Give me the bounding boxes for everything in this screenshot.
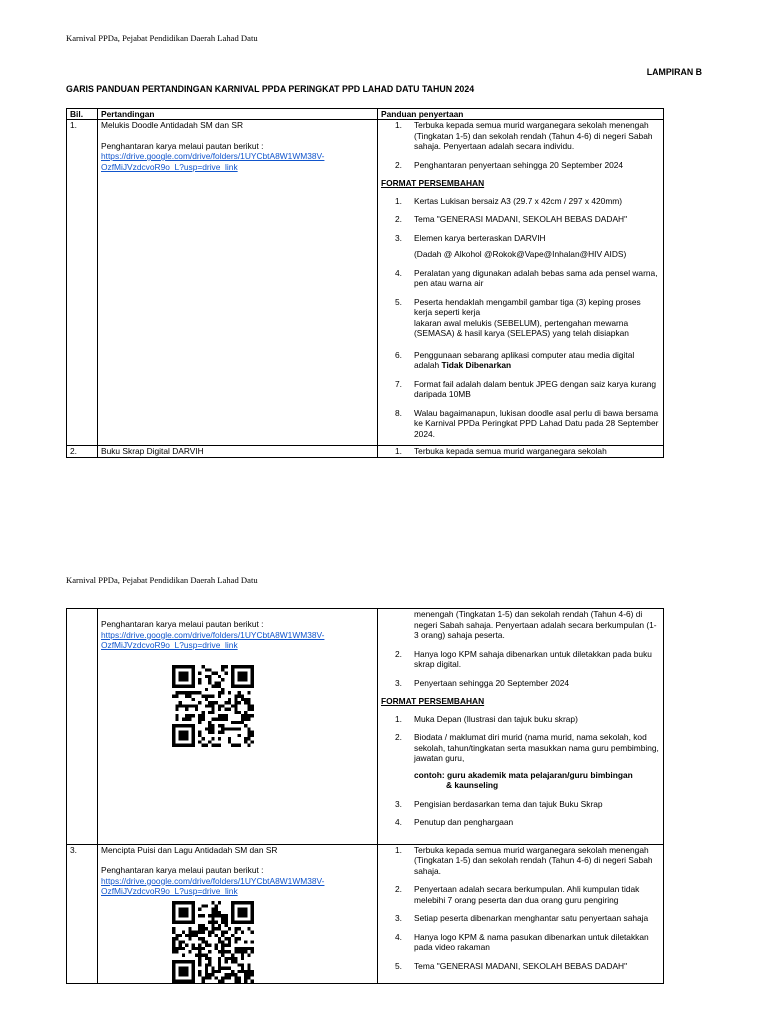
header-panduan: Panduan penyertaan	[378, 109, 664, 120]
list-item: 4. Penutup dan penghargaan	[395, 817, 514, 827]
guideline-cell	[378, 609, 664, 845]
list-item: 7. Format fail adalah dalam bentuk JPEG dengan saiz karya kurang daripada 10MB	[395, 378, 657, 399]
page-header: Karnival PPDa, Pejabat Pendidikan Daerah Lahad Datu	[66, 33, 258, 43]
list-item: menengah (Tingkatan 1-5) dan sekolah rendah (Tahun 4-6) di negeri Sabah sahaja. Penyertaan adalah secara berkumpulan (1-3 orang) sahaja peserta.	[414, 609, 657, 640]
guideline-table-page1	[66, 108, 664, 458]
drive-link[interactable]: https://drive.google.com/drive/folders/1UYCbtA8W1WM38V- OzfMiJVzdcvoR9o_L?usp=drive_link	[101, 629, 325, 650]
list-item: 6. Penggunaan sebarang aplikasi computer atau media digital adalah Tidak Dibenarkan	[395, 349, 635, 370]
list-item: 1. Terbuka kepada semua murid warganegara sekolah menengah (Tingkatan 1-5) dan sekolah rendah (Tahun 4-6) di negeri Sabah sahaja.	[395, 844, 653, 876]
list-item: 8. Walau bagaimanapun, lukisan doodle asal perlu di bawa bersama ke Karnival PPDa Peringkat PPD Lahad Datu pada 28 September 2024.	[395, 407, 659, 439]
list-item: 2. Tema "GENERASI MADANI, SEKOLAH BEBAS DADAH"	[395, 214, 628, 224]
list-item: 2. Hanya logo KPM sahaja dibenarkan untuk diletakkan pada buku skrap digital.	[395, 648, 652, 669]
list-item: 1. Terbuka kepada semua murid warganegara sekolah menengah (Tingkatan 1-5) dan sekolah rendah (Tahun 4-6) di negeri Sabah sahaja. Penyertaan adalah secara individu.	[395, 120, 653, 151]
competition-name: Mencipta Puisi dan Lagu Antidadah SM dan SR	[101, 844, 278, 855]
drive-link[interactable]: https://drive.google.com/drive/folders/1UYCbtA8W1WM38V- OzfMiJVzdcvoR9o_L?usp=drive_link	[101, 151, 325, 172]
rules-list	[381, 845, 660, 972]
header-bil: Bil.	[67, 109, 98, 120]
list-item: 1. Muka Depan (Ilustrasi dan tajuk buku skrap)	[395, 713, 578, 724]
guideline-cell	[378, 446, 664, 458]
page-header-2: Karnival PPDa, Pejabat Pendidikan Daerah Lahad Datu	[66, 575, 258, 585]
list-item: 2. Biodata / maklumat diri murid (nama murid, nama sekolah, kod sekolah, tahun/tingkatan serta masukkan nama guru pembimbing, jawatan guru, contoh: guru akademik mata pelajaran/guru bimbingan & kaunseling	[395, 732, 659, 790]
competition-name: Melukis Doodle Antidadah SM dan SR	[101, 120, 243, 130]
list-item: 4. Peralatan yang digunakan adalah bebas sama ada pensel warna, pen atau warna air	[395, 267, 658, 288]
list-item: 3. Setiap peserta dibenarkan menghantar satu penyertaan sahaja	[395, 913, 649, 923]
qr-code-icon	[172, 665, 254, 747]
rules-list	[381, 609, 660, 688]
competition-cell	[98, 120, 378, 446]
submission-link-label: Penghantaran karya melaui pautan berikut :	[101, 619, 264, 629]
competition-cell	[98, 844, 378, 983]
rules-list	[381, 120, 660, 170]
table-header-row	[67, 109, 664, 120]
qr-code-icon	[172, 901, 254, 983]
competition-cell	[98, 609, 378, 845]
list-item: 3. Penyertaan sehingga 20 September 2024	[395, 677, 570, 688]
drive-link[interactable]: https://drive.google.com/drive/folders/1UYCbtA8W1WM38V- OzfMiJVzdcvoR9o_L?usp=drive_link	[101, 875, 325, 896]
row-number: 3.	[67, 844, 98, 983]
guideline-cell	[378, 120, 664, 446]
table-row	[67, 446, 664, 458]
list-item: 2. Penyertaan adalah secara berkumpulan. Ahli kumpulan tidak melebihi 7 orang peserta dan dua orang guru pengiring	[395, 884, 640, 905]
row-number: 2.	[67, 446, 98, 458]
list-item: 4. Hanya logo KPM & nama pasukan dibenarkan untuk diletakkan pada video rakaman	[395, 931, 649, 952]
guideline-cell	[378, 844, 664, 983]
table-row	[67, 844, 664, 983]
list-item: 1. Terbuka kepada semua murid warganegara sekolah	[395, 446, 607, 456]
list-item: 2. Penghantaran penyertaan sehingga 20 September 2024	[395, 159, 624, 170]
table-row	[67, 120, 664, 446]
guideline-table-page2	[66, 608, 664, 984]
format-list	[381, 714, 660, 828]
appendix-label: LAMPIRAN B	[646, 67, 702, 77]
list-item: 1. Kertas Lukisan bersaiz A3 (29.7 x 42cm / 297 x 420mm)	[395, 195, 623, 206]
list-item: 3. Elemen karya berteraskan DARVIH (Dadah @ Alkohol @Rokok@Vape@Inhalan@HIV AIDS)	[395, 232, 627, 259]
format-heading: FORMAT PERSEMBAHAN	[381, 696, 485, 706]
competition-name: Buku Skrap Digital DARVIH	[98, 446, 378, 458]
submission-link-label: Penghantaran karya melaui pautan berikut :	[101, 865, 264, 875]
list-item: 3. Pengisian berdasarkan tema dan tajuk Buku Skrap	[395, 798, 603, 809]
example-text: contoh: guru akademik mata pelajaran/guru bimbingan & kaunseling	[414, 769, 633, 790]
list-item: 5. Tema "GENERASI MADANI, SEKOLAH BEBAS DADAH"	[395, 960, 628, 971]
format-heading: FORMAT PERSEMBAHAN	[381, 178, 485, 188]
submission-link-label: Penghantaran karya melaui pautan berikut :	[101, 140, 264, 151]
header-pertandingan: Pertandingan	[98, 109, 378, 120]
table-row	[67, 609, 664, 845]
document-title: GARIS PANDUAN PERTANDINGAN KARNIVAL PPDA PERINGKAT PPD LAHAD DATU TAHUN 2024	[66, 84, 475, 94]
format-list	[381, 196, 660, 440]
row-number: 1.	[67, 120, 98, 446]
list-item: 5. Peserta hendaklah mengambil gambar tiga (3) keping proses kerja seperti kerja lakaran awal melukis (SEBELUM), pertengahan mewarna (SEMASA) & hasil karya (SELEPAS) yang telah disiapkan	[395, 296, 641, 338]
